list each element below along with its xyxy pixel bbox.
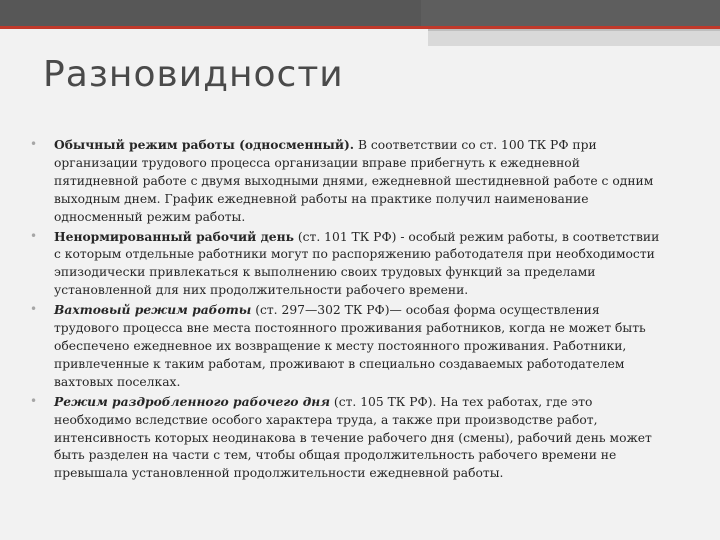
bullet-dot-icon: • — [30, 393, 38, 408]
bullet-text: (ст. 297—302 ТК РФ)— особая форма осуществления трудового процесса вне места постоянного проживания работников, когда не может быть обеспечено ежедневное их возвращение к месту постоянного проживания. Работники, привлеченные к таким работам, проживают в специально создаваемых работодателем вахтовых поселках. — [54, 303, 646, 389]
bullet-dot-icon: • — [30, 137, 38, 151]
header-bar-left — [0, 0, 421, 26]
accent-band — [428, 29, 720, 46]
bullet-item-4 — [28, 393, 668, 484]
bullet-text: (ст. 105 ТК РФ). На тех работах, где это необходимо вследствие особого характера труда, а также при производстве работ, интенсивность которых неодинакова в течение рабочего дня (смены), рабочий день может быть разделен на части с тем, чтобы общая продолжительность рабочего времени не превышала установленной продолжительности ежедневной работы. — [54, 394, 652, 481]
header-bar-right — [421, 0, 720, 26]
bullet-item-2 — [28, 228, 668, 301]
bullet-term: Режим раздробленного рабочего дня — [54, 393, 331, 409]
bullet-term: Обычный режим работы (односменный). — [54, 137, 355, 152]
bullet-dot-icon: • — [30, 228, 38, 243]
bullet-text: В соответствии со ст. 100 ТК РФ при организации трудового процесса организации вправе прибегнуть к ежедневной пятидневной работе с двумя выходными днями, ежедневной шестидневной работе с одним выходным днем. График ежедневной работы на практике получил наименование односменный режим работы. — [54, 138, 654, 224]
bullet-list — [28, 136, 668, 484]
bullet-text: (ст. 101 ТК РФ) - особый режим работы, в соответствии с которым отдельные работники могут по распоряжению работодателя при необходимости эпизодически привлекаться к выполнению своих трудовых функций за пределами установленной для них продолжительности рабочего времени. — [54, 229, 660, 298]
bullet-term: Ненормированный рабочий день — [54, 228, 294, 244]
bullet-term: Вахтовый режим работы — [54, 302, 252, 318]
header-bar — [0, 0, 720, 26]
bullet-item-3 — [28, 301, 668, 392]
slide-title: Разновидности — [43, 54, 344, 95]
bullet-item-1 — [28, 136, 668, 227]
bullet-dot-icon: • — [30, 302, 38, 317]
